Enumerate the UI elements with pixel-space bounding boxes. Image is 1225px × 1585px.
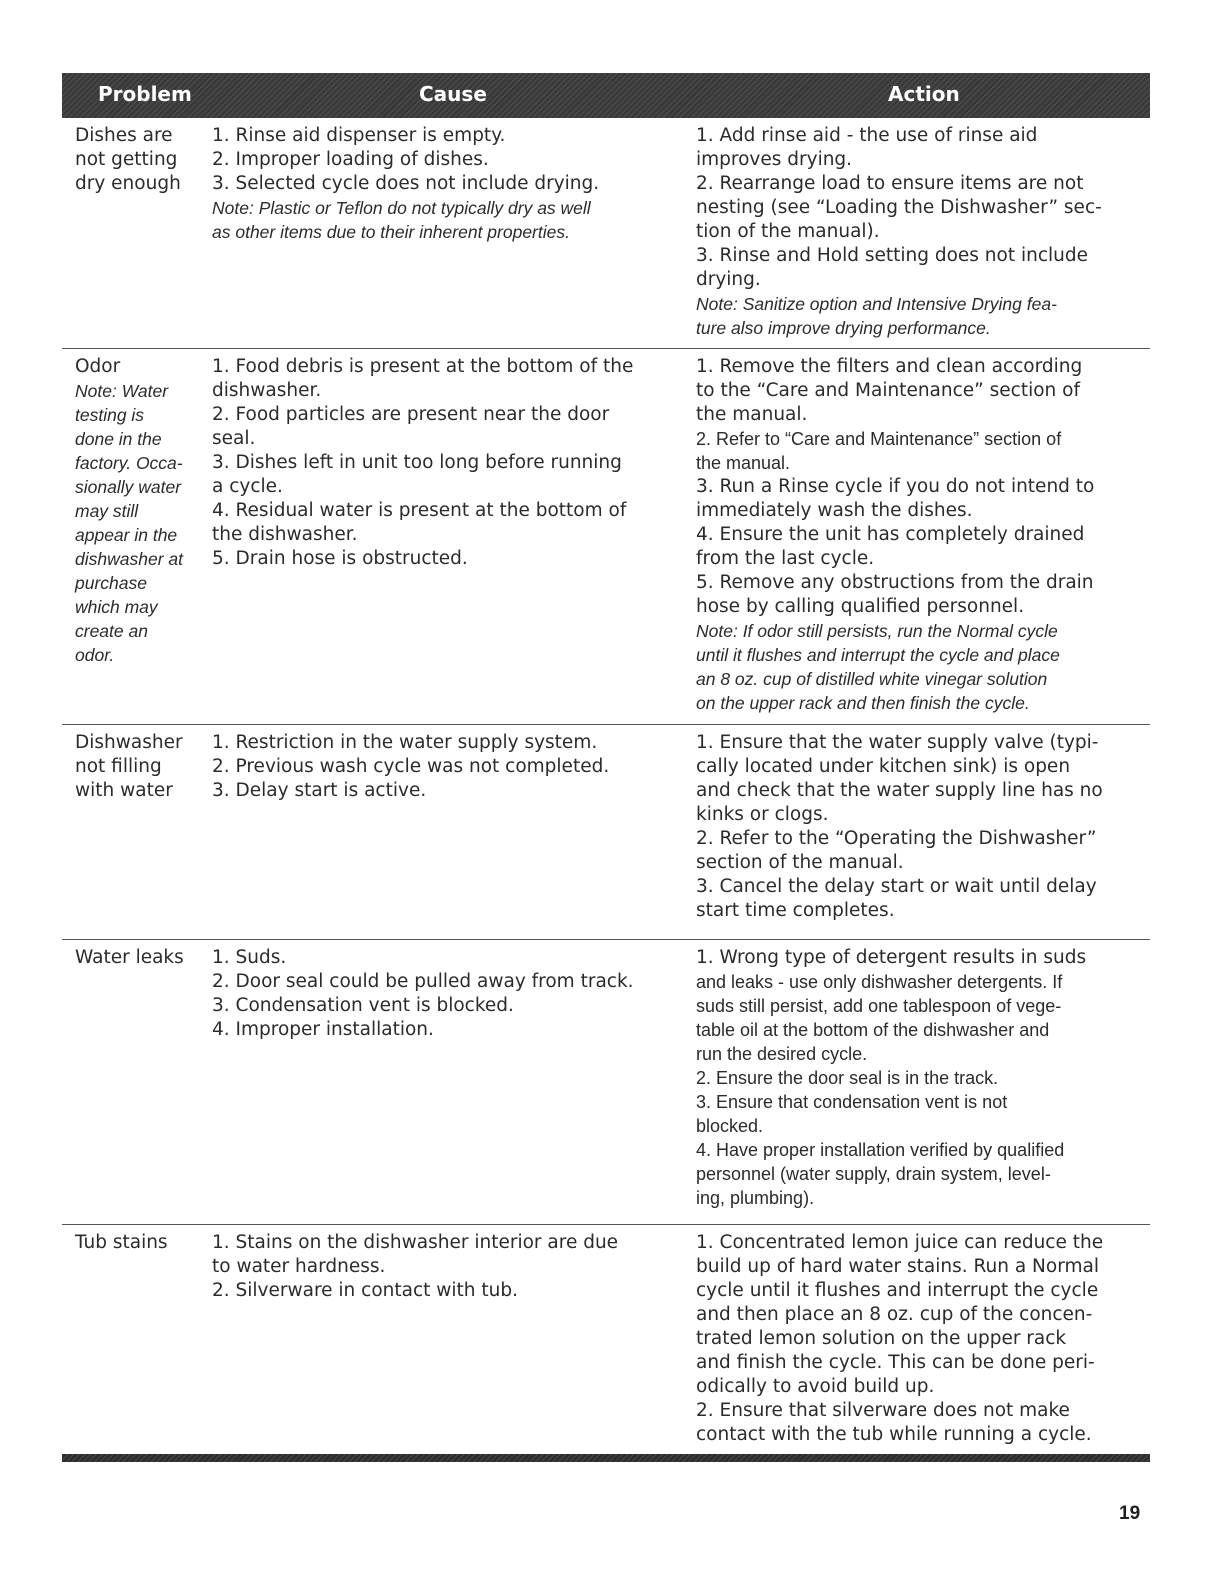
action-text: improves drying. xyxy=(696,149,853,170)
problem-note: sionally water xyxy=(75,477,182,497)
action-cell xyxy=(696,355,1146,715)
header-problem: Problem xyxy=(98,82,192,106)
problem-note: factory. Occa- xyxy=(75,453,183,473)
action-text: drying. xyxy=(696,269,761,290)
problem-text: dry enough xyxy=(75,173,181,194)
cause-note: as other items due to their inherent properties. xyxy=(212,222,570,242)
action-text: 5. Remove any obstructions from the drain xyxy=(696,572,1094,593)
page-number: 19 xyxy=(1119,1503,1141,1524)
action-text: the manual. xyxy=(696,453,791,473)
problem-cell xyxy=(75,731,211,803)
action-text: odically to avoid build up. xyxy=(696,1376,935,1397)
cause-cell xyxy=(212,1231,682,1303)
problem-text: with water xyxy=(75,780,173,801)
table-bottom-rule xyxy=(62,1454,1150,1462)
table-row xyxy=(62,118,1150,349)
cause-note: Note: Plastic or Teflon do not typically dry as well xyxy=(212,198,591,218)
cause-text: 2. Previous wash cycle was not completed. xyxy=(212,756,610,777)
cause-text: 1. Food debris is present at the bottom of the xyxy=(212,356,634,377)
action-text: 1. Remove the filters and clean according xyxy=(696,356,1083,377)
action-text: 1. Wrong type of detergent results in suds xyxy=(696,947,1087,968)
action-text: and finish the cycle. This can be done peri- xyxy=(696,1352,1095,1373)
cause-text: 1. Stains on the dishwasher interior are due xyxy=(212,1232,619,1253)
cause-text: 2. Door seal could be pulled away from track. xyxy=(212,971,634,992)
action-text: contact with the tub while running a cycle. xyxy=(696,1424,1092,1445)
action-note: Note: Sanitize option and Intensive Drying fea- xyxy=(696,294,1057,314)
problem-cell xyxy=(75,124,211,196)
cause-text: a cycle. xyxy=(212,476,283,497)
table-row xyxy=(62,349,1150,725)
cause-text: to water hardness. xyxy=(212,1256,386,1277)
cause-text: seal. xyxy=(212,428,256,449)
cause-text: 3. Dishes left in unit too long before running xyxy=(212,452,622,473)
action-text: 2. Refer to “Care and Maintenance” section of xyxy=(696,429,1062,449)
cause-text: 4. Improper installation. xyxy=(212,1019,434,1040)
troubleshooting-table xyxy=(62,73,1150,1462)
problem-note: Note: Water xyxy=(75,381,169,401)
cause-cell xyxy=(212,731,682,803)
action-text: ing, plumbing). xyxy=(696,1188,815,1208)
action-text: suds still persist, add one tablespoon of vege- xyxy=(696,996,1062,1016)
action-note: ture also improve drying performance. xyxy=(696,318,991,338)
problem-cell xyxy=(75,1231,211,1255)
problem-text: not filling xyxy=(75,756,162,777)
action-text: run the desired cycle. xyxy=(696,1044,868,1064)
action-note: an 8 oz. cup of distilled white vinegar solution xyxy=(696,669,1048,689)
cause-text: dishwasher. xyxy=(212,380,322,401)
problem-note: dishwasher at xyxy=(75,549,183,569)
table-row xyxy=(62,1225,1150,1454)
action-text: start time completes. xyxy=(696,900,895,921)
cause-text: 2. Improper loading of dishes. xyxy=(212,149,489,170)
cause-cell xyxy=(212,124,682,244)
cause-text: 4. Residual water is present at the bottom of xyxy=(212,500,627,521)
problem-note: which may xyxy=(75,597,158,617)
action-text: from the last cycle. xyxy=(696,548,875,569)
action-text: 3. Ensure that condensation vent is not xyxy=(696,1092,1008,1112)
action-text: cycle until it flushes and interrupt the cycle xyxy=(696,1280,1099,1301)
action-cell xyxy=(696,124,1146,340)
problem-note: purchase xyxy=(75,573,147,593)
cause-text: 1. Rinse aid dispenser is empty. xyxy=(212,125,506,146)
table-header xyxy=(62,73,1150,118)
header-cause: Cause xyxy=(419,82,487,106)
action-text: and check that the water supply line has no xyxy=(696,780,1103,801)
action-text: build up of hard water stains. Run a Normal xyxy=(696,1256,1099,1277)
problem-text: Odor xyxy=(75,356,121,377)
action-text: personnel (water supply, drain system, level- xyxy=(696,1164,1051,1184)
action-text: section of the manual. xyxy=(696,852,904,873)
problem-cell xyxy=(75,355,211,667)
header-action: Action xyxy=(888,82,960,106)
problem-text: not getting xyxy=(75,149,178,170)
cause-text: 3. Condensation vent is blocked. xyxy=(212,995,514,1016)
action-text: 4. Have proper installation verified by qualified xyxy=(696,1140,1065,1160)
problem-note: create an xyxy=(75,621,148,641)
action-text: nesting (see “Loading the Dishwasher” sec- xyxy=(696,197,1102,218)
problem-note: done in the xyxy=(75,429,162,449)
action-text: 2. Ensure the door seal is in the track. xyxy=(696,1068,999,1088)
table-row xyxy=(62,940,1150,1225)
problem-text: Tub stains xyxy=(75,1232,168,1253)
action-text: 2. Ensure that silverware does not make xyxy=(696,1400,1070,1421)
cause-text: 1. Restriction in the water supply system. xyxy=(212,732,598,753)
action-text: hose by calling qualified personnel. xyxy=(696,596,1025,617)
action-text: to the “Care and Maintenance” section of xyxy=(696,380,1080,401)
problem-note: odor. xyxy=(75,645,115,665)
action-text: 3. Rinse and Hold setting does not include xyxy=(696,245,1089,266)
action-text: 1. Concentrated lemon juice can reduce the xyxy=(696,1232,1104,1253)
action-text: blocked. xyxy=(696,1116,764,1136)
problem-cell xyxy=(75,946,211,970)
action-text: 2. Refer to the “Operating the Dishwasher” xyxy=(696,828,1097,849)
action-cell xyxy=(696,1231,1146,1447)
table-row xyxy=(62,725,1150,940)
action-text: 3. Cancel the delay start or wait until delay xyxy=(696,876,1097,897)
problem-text: Dishwasher xyxy=(75,732,183,753)
cause-text: the dishwasher. xyxy=(212,524,358,545)
action-note: on the upper rack and then finish the cycle. xyxy=(696,693,1030,713)
cause-cell xyxy=(212,355,682,571)
action-text: the manual. xyxy=(696,404,808,425)
cause-text: 3. Selected cycle does not include drying. xyxy=(212,173,600,194)
action-text: 3. Run a Rinse cycle if you do not intend to xyxy=(696,476,1095,497)
action-note: until it flushes and interrupt the cycle and place xyxy=(696,645,1060,665)
action-cell xyxy=(696,731,1146,923)
problem-note: appear in the xyxy=(75,525,178,545)
cause-text: 1. Suds. xyxy=(212,947,287,968)
action-text: table oil at the bottom of the dishwasher and xyxy=(696,1020,1050,1040)
action-text: 4. Ensure the unit has completely drained xyxy=(696,524,1085,545)
action-text: and leaks - use only dishwasher detergents. If xyxy=(696,972,1063,992)
problem-note: testing is xyxy=(75,405,145,425)
cause-text: 5. Drain hose is obstructed. xyxy=(212,548,468,569)
action-text: trated lemon solution on the upper rack xyxy=(696,1328,1067,1349)
action-text: and then place an 8 oz. cup of the concen- xyxy=(696,1304,1093,1325)
problem-text: Dishes are xyxy=(75,125,173,146)
action-text: cally located under kitchen sink) is open xyxy=(696,756,1071,777)
cause-text: 3. Delay start is active. xyxy=(212,780,427,801)
cause-cell xyxy=(212,946,682,1042)
action-text: 2. Rearrange load to ensure items are not xyxy=(696,173,1084,194)
action-note: Note: If odor still persists, run the Normal cycle xyxy=(696,621,1058,641)
problem-text: Water leaks xyxy=(75,947,184,968)
action-text: 1. Add rinse aid - the use of rinse aid xyxy=(696,125,1038,146)
action-text: kinks or clogs. xyxy=(696,804,829,825)
action-text: 1. Ensure that the water supply valve (typi- xyxy=(696,732,1099,753)
action-text: immediately wash the dishes. xyxy=(696,500,973,521)
action-text: tion of the manual). xyxy=(696,221,880,242)
cause-text: 2. Silverware in contact with tub. xyxy=(212,1280,519,1301)
action-cell xyxy=(696,946,1146,1210)
cause-text: 2. Food particles are present near the door xyxy=(212,404,610,425)
problem-note: may still xyxy=(75,501,139,521)
